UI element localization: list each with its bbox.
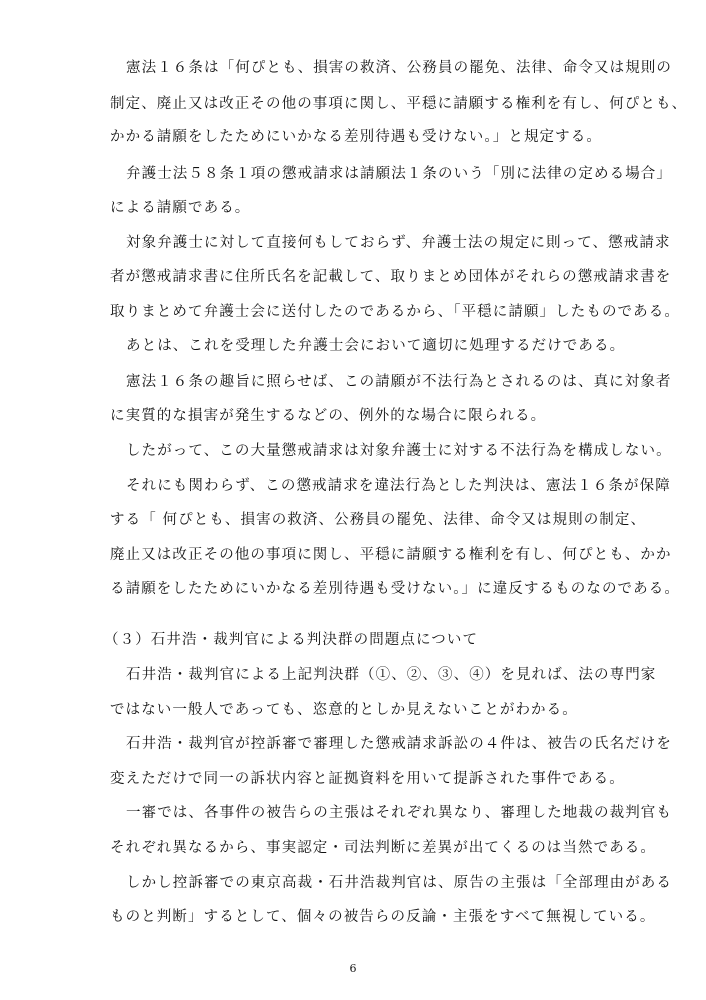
paragraph-line: する「 何ぴとも、損害の救済、公務員の罷免、法律、命令又は規則の制定、 — [110, 512, 647, 528]
paragraph-line: 者が懲戒請求書に住所氏名を記載して、取りまとめ団体がそれらの懲戒請求書を — [110, 269, 672, 285]
paragraph-line: かかる請願をしたためにいかなる差別待遇も受けない。」と規定する。 — [110, 129, 602, 145]
paragraph-line: 弁護士法５８条１項の懲戒請求は請願法１条のいう「別に法律の定める場合」 — [126, 166, 672, 182]
paragraph-line: 取りまとめて弁護士会に送付したのであるから、「平穏に請願」したものである。 — [110, 304, 680, 320]
paragraph-line: 制定、廃止又は改正その他の事項に関し、平穏に請願する権利を有し、何ぴとも、 — [110, 96, 688, 112]
paragraph-line: したがって、この大量懲戒請求は対象弁護士に対する不法行為を構成しない。 — [126, 443, 672, 459]
paragraph-line: る請願をしたためにいかなる差別待遇も受けない。」に違反するものなのである。 — [110, 581, 680, 597]
page-number: 6 — [349, 962, 357, 975]
paragraph-line: 廃止又は改正その他の事項に関し、平穏に請願する権利を有し、何ぴとも、かか — [110, 547, 672, 563]
paragraph-line: 対象弁護士に対して直接何もしておらず、弁護士法の規定に則って、懲戒請求 — [126, 235, 671, 251]
paragraph-line: ものと判断」するとして、個々の被告らの反論・主張をすべて無視している。 — [110, 909, 656, 925]
paragraph-line: 憲法１６条は「何ぴとも、損害の救済、公務員の罷免、法律、命令又は規則の — [126, 60, 672, 76]
paragraph-line: 石井浩・裁判官による上記判決群（①、②、③、④）を見れば、法の専門家 — [126, 667, 657, 683]
paragraph-line: あとは、これを受理した弁護士会において適切に処理するだけである。 — [126, 338, 626, 354]
paragraph-line: 石井浩・裁判官が控訴審で審理した懲戒請求訴訟の４件は、被告の氏名だけを — [126, 736, 672, 752]
paragraph-line: 憲法１６条の趣旨に照らせば、この請願が不法行為とされるのは、真に対象者 — [126, 374, 672, 390]
section-heading: （３）石井浩・裁判官による判決群の問題点について — [104, 632, 479, 648]
paragraph-line: 変えただけで同一の訴状内容と証拠資料を用いて提訴された事件である。 — [110, 771, 625, 787]
paragraph-line: それぞれ異なるから、事実認定・司法判断に差異が出てくるのは当然である。 — [110, 840, 656, 856]
paragraph-line: 一審では、各事件の被告らの主張はそれぞれ異なり、審理した地裁の裁判官も — [126, 805, 672, 821]
paragraph-line: ではない一般人であっても、恣意的としか見えないことがわかる。 — [110, 702, 578, 718]
paragraph-line: に実質的な損害が発生するなどの、例外的な場合に限られる。 — [110, 408, 547, 424]
paragraph-line: それにも関わらず、この懲戒請求を違法行為とした判決は、憲法１６条が保障 — [126, 478, 671, 494]
paragraph-line: による請願である。 — [110, 200, 251, 216]
paragraph-line: しかし控訴審での東京高裁・石井浩裁判官は、原告の主張は「全部理由がある — [126, 875, 672, 891]
